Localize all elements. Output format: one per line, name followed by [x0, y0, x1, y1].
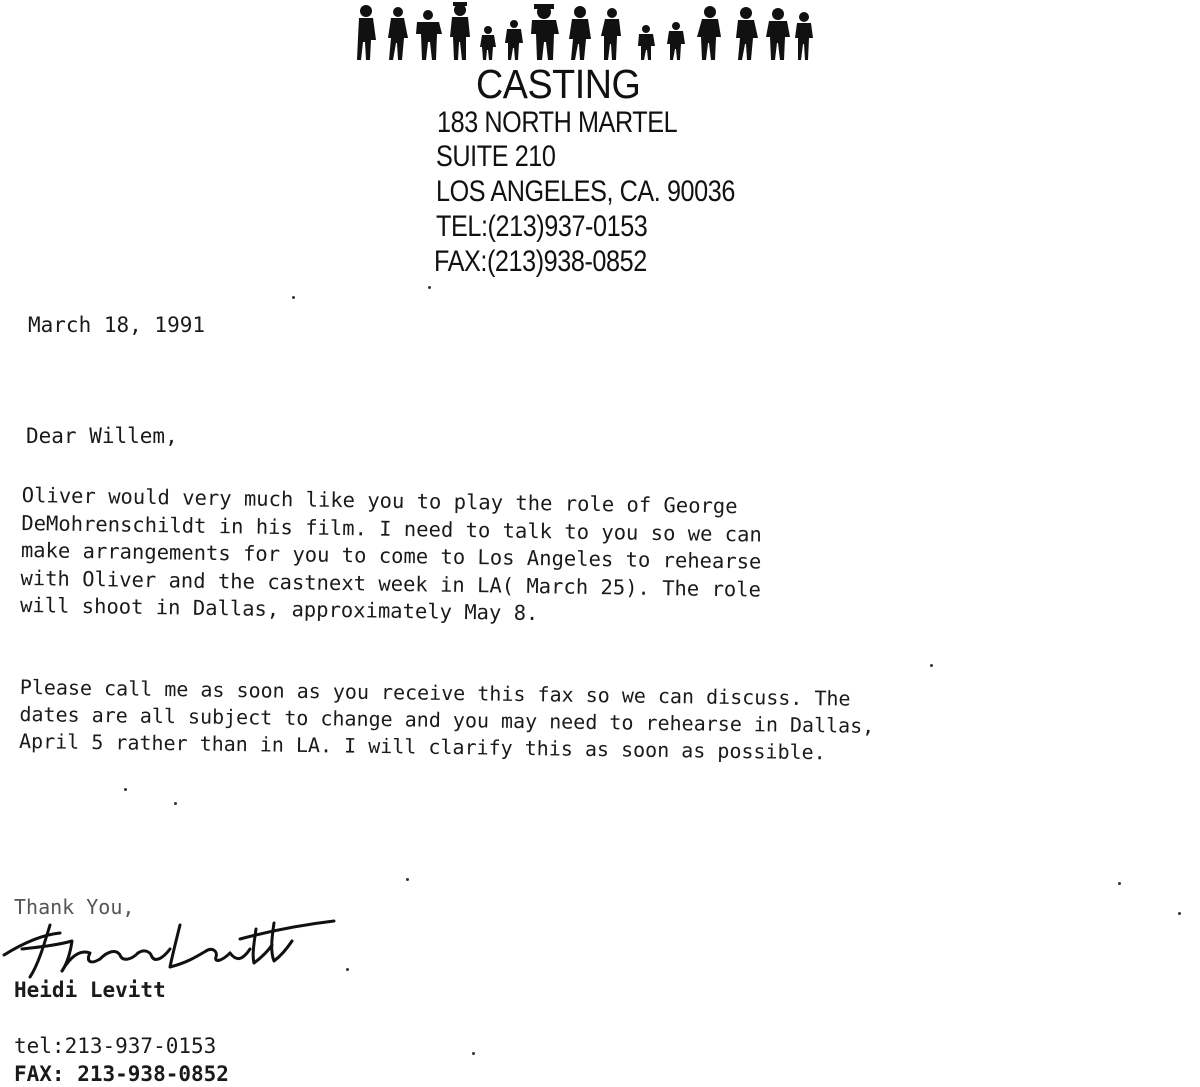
fax-noise-speck [406, 878, 409, 881]
fax-noise-speck [124, 788, 127, 791]
address-street: 183 NORTH MARTEL [437, 106, 678, 139]
letterhead-tel: TEL:(213)937-0153 [436, 210, 648, 243]
body-paragraph-2: Please call me as soon as you receive this fax so we can discuss. The dates are all subject to change and you may need to rehearse in Dallas, April 5 rather than in LA. I will clarify this as soon as possible. [18, 674, 875, 765]
fax-noise-speck [428, 286, 431, 289]
fax-noise-speck [174, 802, 177, 805]
casting-logo-figures-icon [354, 2, 816, 64]
closing: Thank You, [14, 895, 135, 919]
fax-noise-speck [930, 664, 933, 667]
handwritten-signature [0, 905, 340, 985]
company-name: CASTING [476, 61, 641, 107]
signer-fax: FAX: 213-938-0852 [14, 1062, 229, 1086]
letterhead-fax: FAX:(213)938-0852 [434, 245, 647, 278]
salutation: Dear Willem, [26, 424, 178, 448]
fax-noise-speck [1118, 882, 1121, 885]
letter-date: March 18, 1991 [28, 313, 206, 337]
fax-noise-speck [346, 968, 349, 971]
address-suite: SUITE 210 [436, 140, 556, 173]
fax-noise-speck [292, 296, 295, 299]
fax-noise-speck [1178, 912, 1181, 915]
signer-name: Heidi Levitt [14, 978, 166, 1002]
body-paragraph-1: Oliver would very much like you to play the role of George DeMohrenschildt in his film. I need to talk to you so we can make arrangements for you to come to Los Angeles to rehearse with Oliver and the castnext week in LA( March 25). The role will shoot in Dallas, approximately May 8. [19, 482, 762, 626]
address-city: LOS ANGELES, CA. 90036 [436, 175, 735, 208]
fax-noise-speck [472, 1052, 475, 1055]
signer-tel: tel:213-937-0153 [14, 1034, 217, 1058]
